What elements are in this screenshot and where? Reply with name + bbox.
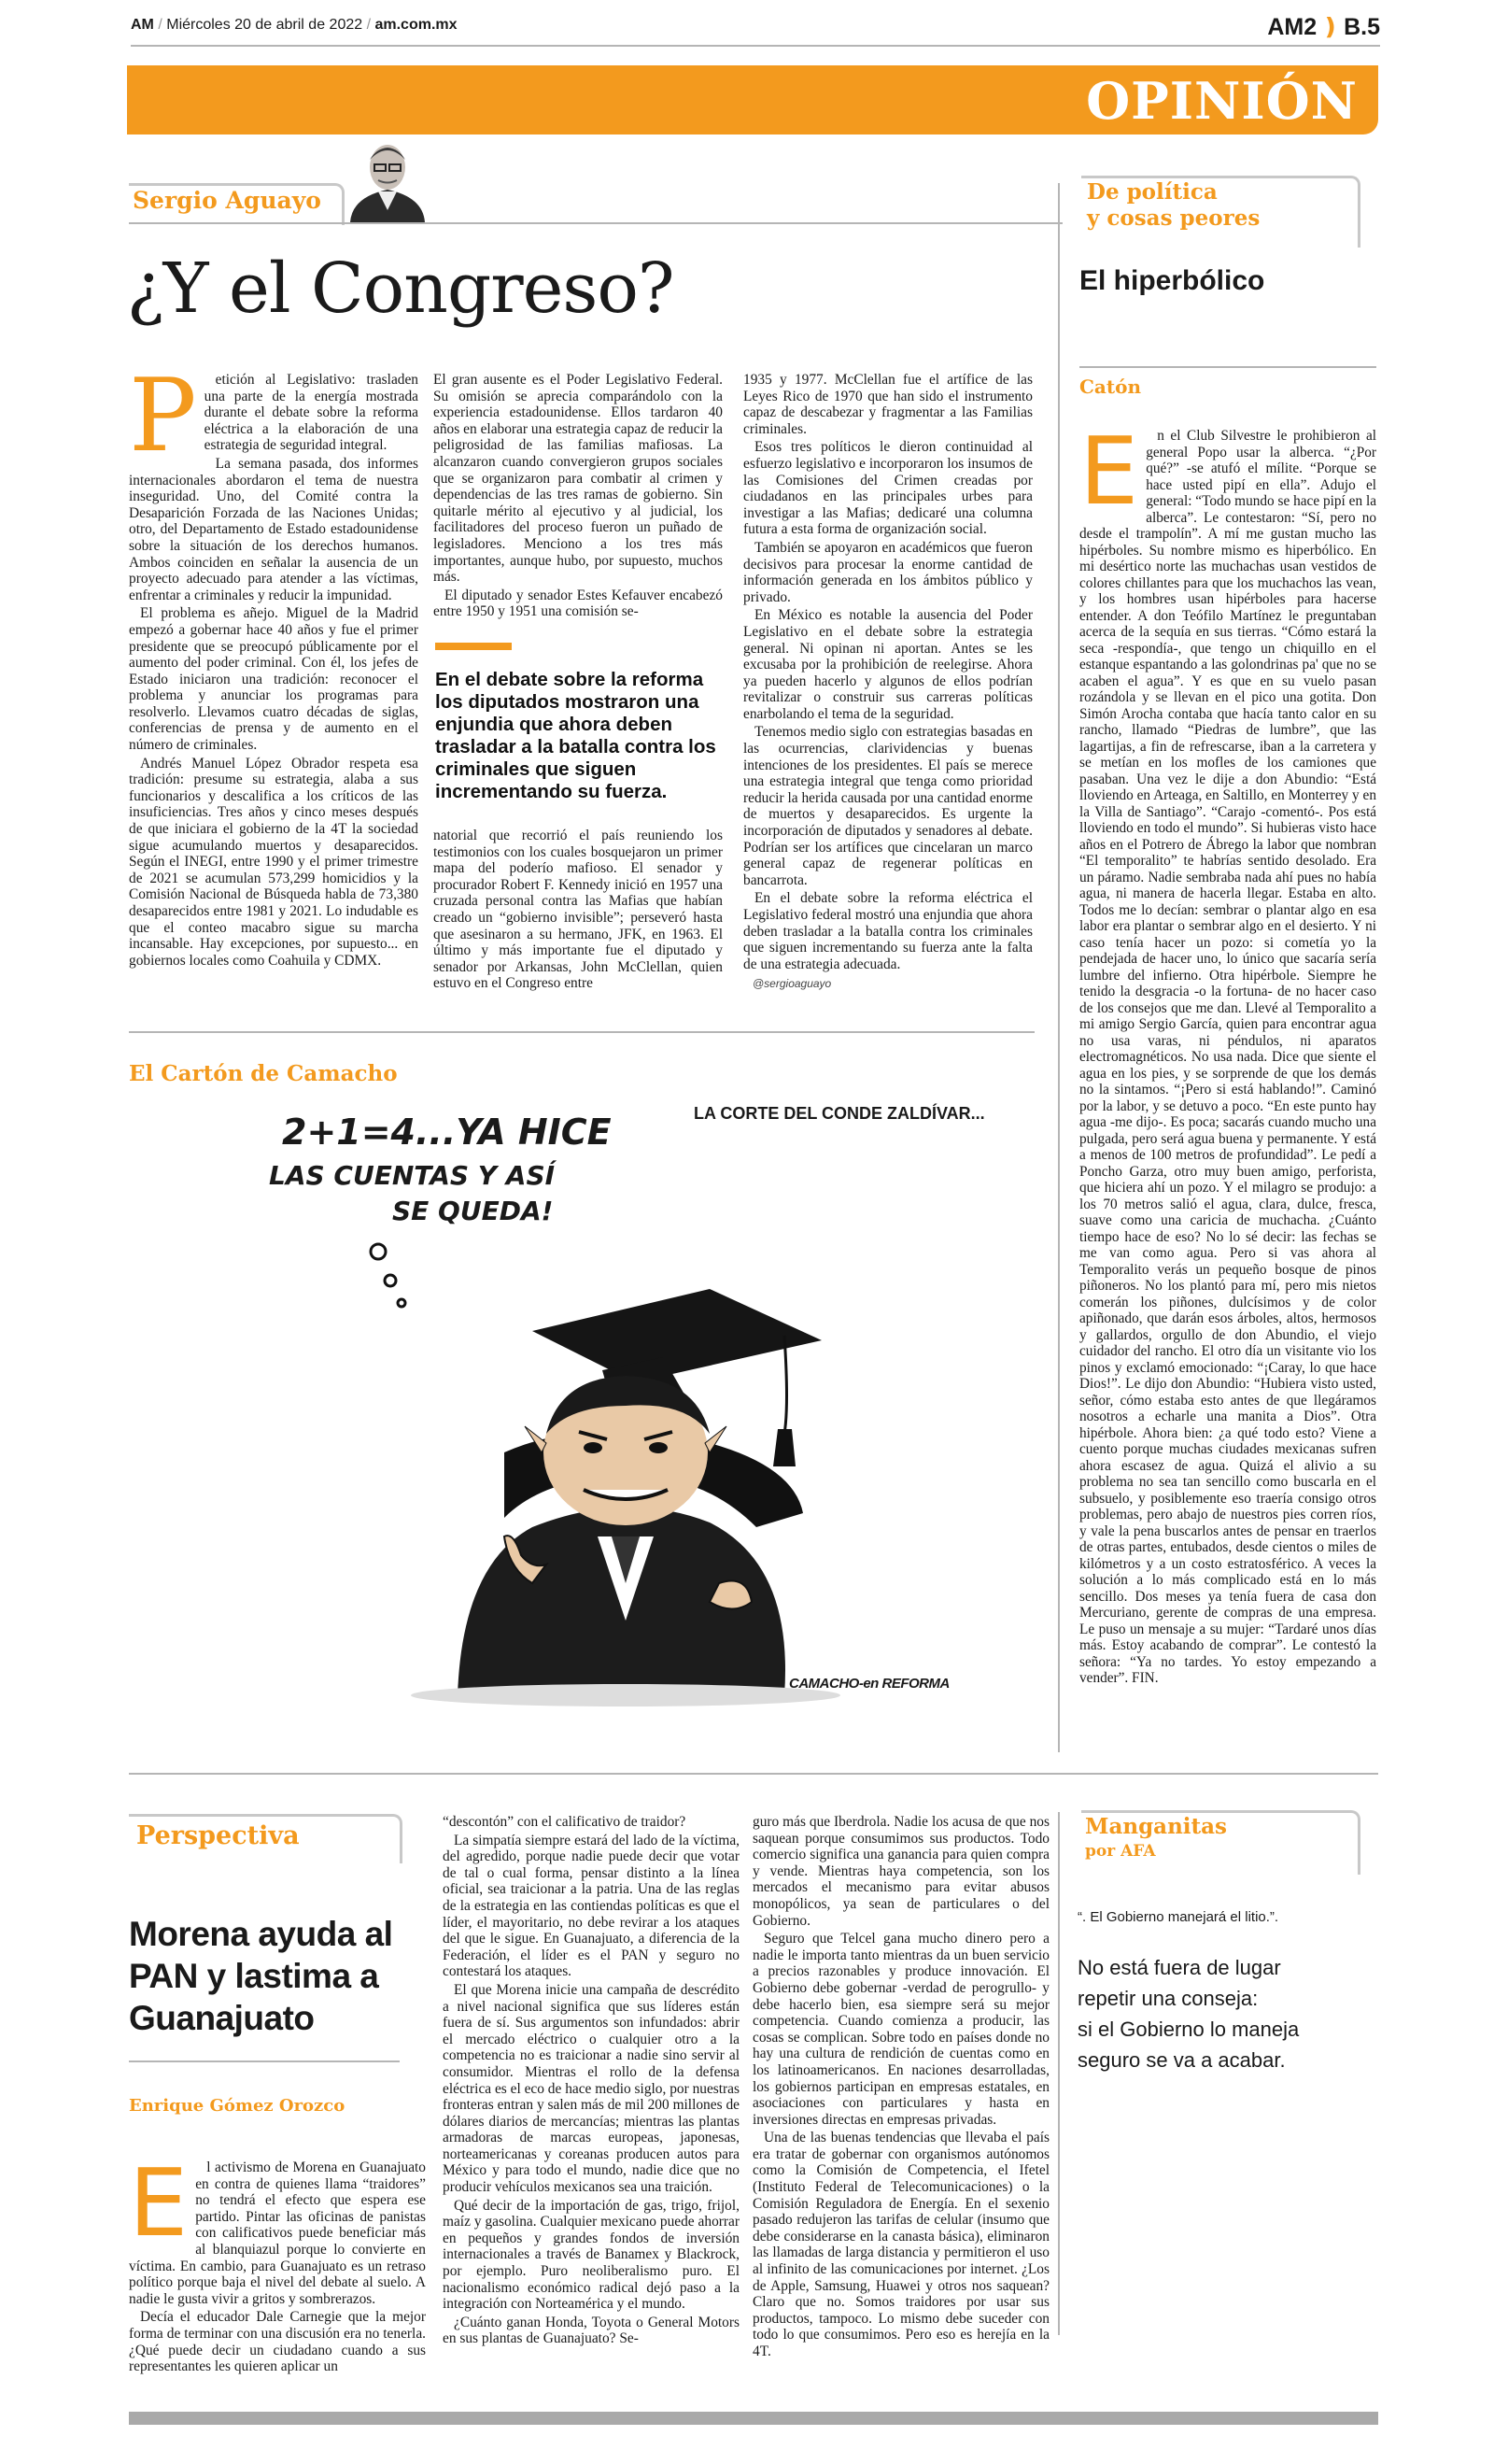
cartoon-caption: LA CORTE DEL CONDE ZALDÍVAR...	[694, 1104, 985, 1123]
orange-divider-icon: ❫	[1320, 14, 1341, 40]
paragraph: El gran ausente es el Poder Legislativo Federal. Su omisión se aprecia comparándolo con la experiencia estadounidense. Ellos tardaron 40 años en elaborar una estrategia capaz de reducir la peligrosidad de las familias mafiosas. La alcanzaron cuando convergieron grupos sociales que se organizaron para combatir al crimen y dependencias de las tres ramas de gobierno. Sin quitarle mérito al ejecutivo y al judicial, los facilitadores del proceso fueron un puñado de legisladores. Menciono a los tres más importantes, aunque hubo, por supuesto, muchos más.	[433, 372, 723, 586]
perspectiva-headline: Morena ayuda al PAN y lastima a Guanajuato	[129, 1915, 393, 2037]
pullquote: En el debate sobre la reforma los diputados mostraron una enjundia que ahora deben trasladar a la batalla contra los criminales que siguen incrementando su fuerza.	[435, 669, 716, 802]
paragraph: “descontón” con el calificativo de traidor?	[443, 1814, 686, 1830]
author-photo	[331, 135, 444, 222]
paragraph: natorial que recorrió el país reuniendo los testimonios con los cuales bosquejaron un primer mapa del poderío mafioso. El senador y procurador Robert F. Kennedy inició en 1957 una cruzada personal contra las Mafias que habían creado un “gobierno invisible”; perseveró hasta que asesinaron a su hermano, JFK, en 1963. El último y más importante fue el diputado y senador por Arkansas, John McClellan, quien estuvo en el Congreso entre	[433, 828, 723, 992]
perspectiva-col-1	[129, 2148, 426, 2377]
paragraph: También se apoyaron en académicos que fueron decisivos para procesar la enorme cantidad de información generada en los ámbitos público y privado.	[743, 539, 1033, 605]
manganitas-quote: “. El Gobierno manejará el litio.”.	[1078, 1909, 1279, 1925]
cartoon-top-rule	[129, 1031, 1035, 1033]
perspectiva-label: Perspectiva	[136, 1821, 300, 1850]
paragraph: La simpatía siempre estará del lado de la víctima, del agredido, porque nadie puede decir que votar de tal o cual forma, pensar distinto a la línea oficial, sea traicionar a la patria. Una de las reglas de la estrategia en las contiendas políticas es que el líder, el mayoritario, no debe revirar a los ataques del que le sigue. En Guanajuato, a diferencia de la Federación, el líder es el PAN y seguro no contestará los ataques.	[443, 1832, 740, 1980]
paragraph: En México es notable la ausencia del Poder Legislativo en el debate sobre la estrategia general. Ni opinan ni aportan. Antes se les excusaba por la prohibición de reelegirse. Ahora ya pueden hacerlo y algunos de ellos podrían revitalizar o construir sus carreras políticas enarbolando el tema de la seguridad.	[743, 607, 1033, 722]
sidebar-author-rule	[1079, 366, 1376, 368]
cartoon-section-label: El Cartón de Camacho	[129, 1061, 398, 1086]
verse-line: seguro se va a acabar.	[1078, 2048, 1286, 2072]
article-col-2-bottom	[433, 828, 723, 994]
paragraph: Tenemos medio siglo con estrategias basadas en las ocurrencias, clarividencias y buenas intenciones de los presidentes. El país se merece una estrategia integral que tenga como prioridad reducir la herida causada por una cantidad enorme de muertos y desaparecidos. Es urgente la incorporación de diputados y senadores al debate. Podrían ser los artífices que cincelaran un marco general capaz de regenerar políticas en bancarrota.	[743, 724, 1033, 888]
cartoon-speech-line-1: 2+1=4...YA HICE	[282, 1112, 612, 1153]
sidebar-section-line-2: y cosas peores	[1087, 205, 1261, 231]
pullquote-rule	[435, 643, 512, 650]
manganitas-divider	[1058, 1812, 1060, 2335]
sidebar-author: Catón	[1079, 375, 1141, 398]
paragraph: Andrés Manuel López Obrador respeta esa tradición: presume su estrategia, alaba a sus funcionarios y descalifica a los críticos de las insuficiencias. Tres años y cinco meses después de que iniciara el gobierno de la 4T la sociedad sigue acumulando muertos y desaparecidos. Según el INEGI, entre 1990 y el primer trimestre de 2021 se acumulan 573,299 homicidios y la Comisión Nacional de Búsqueda habla de 73,380 desaparecidos entre 1981 y 2021. Lo indudable es que el conteo macabro sigue su marcha incansable. Hay excepciones, por supuesto... en gobiernos locales como Coahuila y CDMX.	[129, 755, 418, 969]
cartoon-speech-line-2: LAS CUENTAS Y ASÍ	[269, 1160, 556, 1191]
sidebar-dropcap: E	[1079, 417, 1139, 526]
site-link[interactable]: am.com.mx	[374, 17, 458, 33]
header-rule	[131, 45, 1380, 47]
manganitas-byline: por AFA	[1085, 1842, 1156, 1861]
section-banner	[127, 65, 1378, 135]
paragraph: Esos tres políticos le dieron continuidad al esfuerzo legislativo e incorporaron los insumos de las Comisiones del Crimen creadas por ciudadanos en las principales urbes para investigar a las Mafias; dedicaré una columna futura a esta forma de organización social.	[743, 439, 1033, 538]
article-col-3	[743, 372, 1033, 974]
paragraph: Decía el educador Dale Carnegie que la mejor forma de terminar con una discusión era no tenerla. ¿Qué puede decir un ciudadano cuando a sus representantes les quieren aplicar un	[129, 2309, 426, 2375]
manganitas-verse	[1078, 1952, 1299, 2075]
manganitas-title: Manganitas	[1085, 1814, 1228, 1839]
masthead-line: AM / Miércoles 20 de abril de 2022 / am.com.mx AM2 ❫ B.5	[131, 14, 1380, 40]
sidebar-text	[1079, 417, 1376, 1689]
paragraph: n el Club Silvestre le prohibieron al general Popo usar la alberca. “¿Por qué?” -se atufó el mílite. “Porque se hace usted pipí en ella”. Adujo el general: “Todo mundo se hace pipí en la alberca”. Le contestaron: “Sí, pero no desde el trampolín”. A mí me gustan mucho las hipérboles. Su nombre mismo es hiperbólico. En mi desértico norte las muchachas usan vestidos de colores chillantes para que los muchachos las vean, y los hombres usan hipérboles para hacerse entender. A don Teófilo Martínez le preguntaban acerca de la sequía en sus tierras. “Cómo estará la seca -respondía-, que tengo un chiquillo en el estanque espantando a las golondrinas pa' que no se acaben el agua”. Y es que en su vuelo pasan rozándola y se llevan en el pico una gotita. Don Simón Arocha contaba que hacía tanto calor en su rancho, llamado “Piedras de lumbre”, que las lagartijas, a fin de refrescarse, iban a la carretera y se metían en los mofles de los camiones que pasaban. Una vez le dije a don Abundio: “Está lloviendo en Arteaga, en Saltillo, en Monterrey y en la Villa de Santiago”. “Carajo -comentó-. Pos está lloviendo en todo el mundo”. Si hubieras visto hace años en el Potrero de Ábrego la labor que nombran “El temporalito” te habrías sentido desolado. Era un páramo. Nadie sembraba nada ahí pues no había agua, ni manera de hacerla llegar. Estaba en alto. Todos me lo decían: sembrar o plantar algo en esa labor era plantar o sembrar algo en el desierto. Y ni caso tenía hacer un pozo: si cometía yo la pendejada de hacer uno, lo único que sacaría sería lumbre del infierno. Otra hipérbole. Siempre he tenido la desgracia -o la fortuna- de no hacer caso de los consejos que me dan. Llevé al Temporalito a mi amigo Sergio García, quien para encontrar agua no usa varas, ni péndulos, ni aparatos electromagnéticos. No usa nada. Dice que siente el agua en los pies, y se sorprende de que los demás no la sintamos. “¡Pero si está hablando!”. Caminó por la labor, y se detuvo a poco. “En este punto hay agua -me dijo-. Es poca; sacarás cuando mucho una pulgada, pero será agua buena y permanente. Y está a menos de 100 metros de profundidad”. Le pedí a Poncho Garza, otro muy buen amigo, perforista, que hiciera ahí un pozo. Y el milagro se produjo: a los 70 metros salió el agua, clara, dulce, fresca, suave como una caricia de muchacha. ¿Cuánto tiempo hace de eso? No lo sé decir: las fechas se me van como agua. Pero si vas ahora al Temporalito verás un pequeño bosque de pinos piñoneros. No los plantó para mí, pero mis nietos comerán los piñones, dulcísimos y de color apiñonado, que darán esos árboles, altos, hermosos y gallardos, orgullo de don Abundio, el viejo cuidador del rancho. El otro día un visitante vio los pinos y exclamó emocionado: “¡Caray, lo que hace Dios!”. Le dijo don Abundio: “Hubiera visto usted, señor, cómo estaba esto antes de que llegáramos nosotros a echarle una manita a Dios”. Otra hipérbole. Ahora bien: ¿a qué todo esto? Viene a cuento porque muchas ciudades mexicanas sufren ahora escasez de agua. Quizá el alivio a su problema no sea tan sencillo como buscarla en el subsuelo, y posiblemente eso traería consigo otros problemas, pero abajo de nuestros pies corren ríos, y vale la pena buscarlos antes de pensar en traerlos de otras partes, entubados, desde cientos o miles de kilómetros y a un costo estratosférico. A veces la solución a lo más complicado está en lo más sencillo. Dos meses ya tenía fuera de casa don Mercuriano, gerente de compras de una empresa. Le puso un mensaje a su mujer: “Tardaré unos días más. Estoy acabando de comprar”. Le contestó la señora: “Ya no tardes. Yo estoy empezando a vender”. FIN.	[1079, 428, 1376, 1686]
perspectiva-col-2	[443, 1814, 740, 2349]
paragraph: En el debate sobre la reforma eléctrica el Legislativo federal mostró una enjundia que ahora deben trasladar a la batalla contra los criminales que siguen incrementando su fuerza ante la falta de una estrategia adecuada.	[743, 890, 1033, 972]
sidebar-divider	[1058, 183, 1060, 1752]
sidebar-section-line-1: De política	[1087, 179, 1218, 205]
page-code	[1267, 13, 1380, 41]
perspectiva-dropcap: E	[129, 2148, 189, 2258]
author-name: Sergio Aguayo	[133, 187, 321, 214]
paragraph: La semana pasada, dos informes internacionales abordaron el tema de nuestra inseguridad. Uno, del Comité contra la Desaparición Forzada de las Naciones Unidas; otro, del Departamento de Estado estadounidense sobre la situación de los derechos humanos. Ambos coinciden en señalar la ausencia de un proyecto adecuado para atender a las víctimas, enfrentar a criminales y reducir la impunidad.	[129, 455, 418, 603]
issue-date: Miércoles 20 de abril de 2022	[166, 17, 363, 33]
twitter-handle[interactable]: @sergioaguayo	[753, 977, 832, 990]
paragraph: El problema es añejo. Miguel de la Madrid empezó a gobernar hace 40 años y fue el primer presidente que se preocupó públicamente por el aumento del poder criminal. Con él, los jefes de Estado iniciaron una tradición: reconocer el problema y anunciar los programas para resolverlo. Llevamos cuatro décadas de siglas, conferencias de prensa y de aumento en el número de criminales.	[129, 605, 418, 754]
section-title: OPINIÓN	[1086, 71, 1358, 131]
paper-name: AM	[131, 17, 154, 33]
paragraph: l activismo de Morena en Guanajuato en contra de quienes llama “traidores” no tendrá el efecto que espera ese partido. Pintar las oficinas de panistas con calificativos puede beneficiar más al blanquiazul porque lo convierte en víctima. En cambio, para Guanajuato es un retraso político porque baja el nivel del debate al suelo. A nadie le gusta vivir a gritos y sombrerazos.	[129, 2160, 426, 2307]
paragraph: ¿Cuánto ganan Honda, Toyota o General Motors en sus plantas de Guanajuato? Se-	[443, 2314, 740, 2347]
verse-line: si el Gobierno lo maneja	[1078, 2018, 1300, 2041]
paragraph: 1935 y 1977. McClellan fue el artífice de las Leyes Rico de 1970 que han sido el instrumento capaz de descabezar y fragmentar a las Familias criminales.	[743, 372, 1033, 437]
sidebar-headline: El hiperbólico	[1079, 265, 1265, 296]
dropcap-letter: P	[129, 358, 197, 474]
paragraph: Qué decir de la importación de gas, trigo, frijol, maíz y gasolina. Cualquier mexicano puede ahorrar en pequeños y grandes fondos de inversión internacionales a través de Banamex y Blackrock, por ejemplo. Puro neoliberalismo puro. El nacionalismo económico radical dejó paso a la integración con Norteamérica y el mundo.	[443, 2197, 740, 2313]
footer-bar	[129, 2412, 1378, 2425]
paragraph: Una de las buenas tendencias que llevaba el país era tratar de gobernar con organismos autónomos como la Comisión de Competencia, el Ifetel (Instituto Federal de Telecomunicaciones) o la Comisión Reguladora de Energía. En el sexenio pasado redujeron las tarifas de celular (insumo que debe considerarse en la canasta básica), eliminaron las llamadas de larga distancia y permitieron el uso al infinito de las comunicaciones por internet. ¿Los de Apple, Samsung, Huawei y otros nos saquean? Claro que no. Somos traidores por usar sus productos, tampoco. Lo mismo debe suceder con todo lo que consumimos. Pero eso es herejía en la 4T.	[753, 2130, 1050, 2359]
verse-line: repetir una conseja:	[1078, 1987, 1259, 2010]
author-rule	[129, 222, 1063, 224]
article-col-2-top	[433, 372, 723, 622]
article-col-1	[129, 358, 418, 970]
paragraph: El que Morena inicie una campaña de descrédito a nivel nacional significa que sus líderes están fuera de sí. Sus argumentos son infundados: abrir el mercado eléctrico o cualquier otro a la competencia no es traicionar a nadie sino servir al consumidor. Mientras el rollo de la defensa eléctrica es el eco de hace medio siglo, por nuestras fronteras entran y salen más de mil 200 millones de dólares diarios de mercancías; mientras las plantas armadoras de marcas europeas, japonesas, norteamericanas y coreanas producen autos para México y para todo el mundo, nadie dice que no producir vehículos mexicanos sea una traición.	[443, 1981, 740, 2196]
cartoon-speech-line-3: SE QUEDA!	[392, 1196, 554, 1226]
section-code: AM2	[1267, 14, 1318, 40]
page-number: B.5	[1344, 14, 1380, 40]
bottom-top-rule	[129, 1773, 1378, 1775]
paragraph: Seguro que Telcel gana mucho dinero pero a nadie le importa tanto mientras da un buen servicio a precios razonables y produce innovación. El Gobierno debe gobernar -verdad de perogrullo- y debe hacerlo bien, esa siempre será su mejor competencia. Cuando comienza a producir, las cosas se complican. Sobre todo en países donde no hay una cultura de rendición de cuentas como en los latinoamericanos. En naciones desarrolladas, los gobiernos participan en empresas estatales, en asociaciones con particulares y hasta en inversiones directas en empresas privadas.	[753, 1931, 1050, 2128]
article-headline: ¿Y el Congreso?	[127, 248, 674, 329]
perspectiva-col-3	[753, 1814, 1050, 2362]
perspectiva-rule	[129, 2060, 400, 2062]
verse-line: No está fuera de lugar	[1078, 1956, 1281, 1979]
paragraph: etición al Legislativo: trasladen una parte de la energía mostrada durante el debate sobre la reforma eléctrica a la elaboración de una estrategia de seguridad integral.	[204, 372, 418, 454]
paragraph: guro más que Iberdrola. Nadie los acusa de que nos saquean porque consumimos sus productos. Todo comercio significa una ganancia para quien compra y vende. Mientras haya competencia, son los mercados el mecanismo para evitar abusos monopólicos, ya sean de particulares o del Gobierno.	[753, 1814, 1050, 1929]
perspectiva-author: Enrique Gómez Orozco	[129, 2096, 345, 2116]
paragraph: El diputado y senador Estes Kefauver encabezó entre 1950 y 1951 una comisión se-	[433, 587, 723, 620]
cartoon-signature: CAMACHO-en REFORMA	[789, 1676, 950, 1692]
